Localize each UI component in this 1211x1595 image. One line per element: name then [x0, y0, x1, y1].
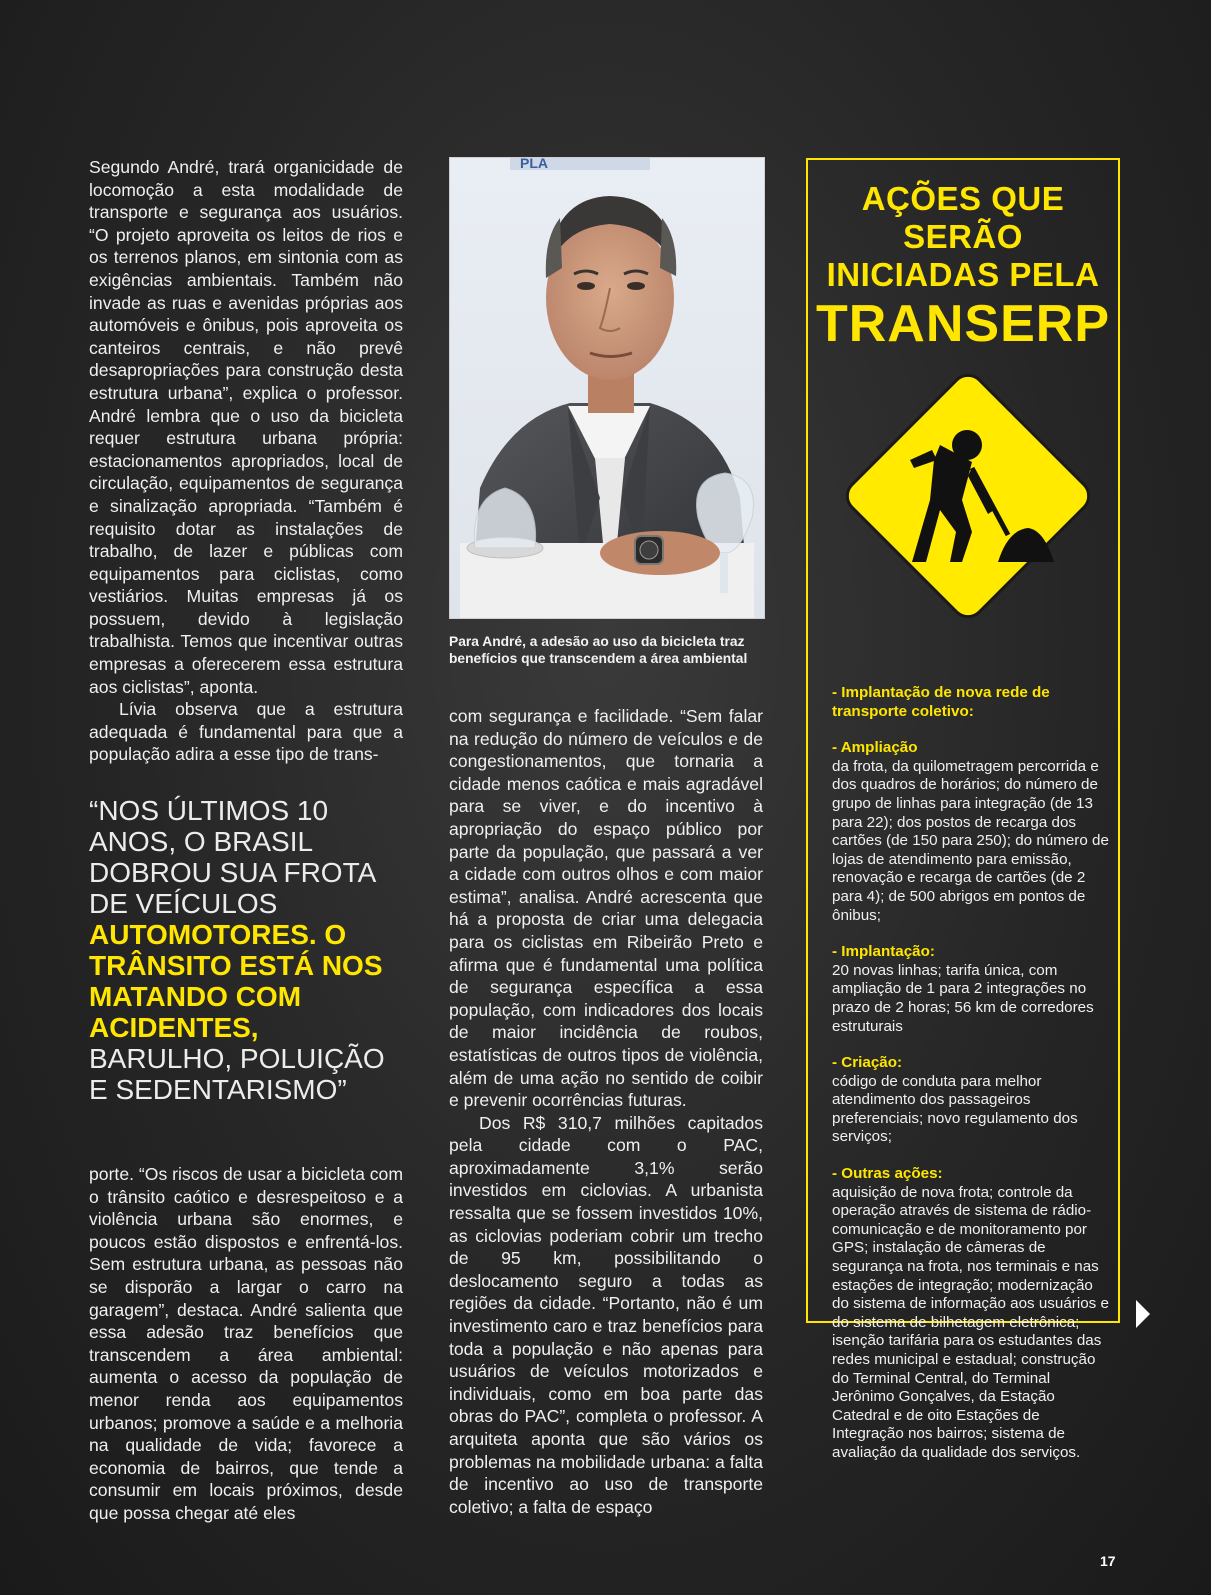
list-item [832, 684, 1112, 721]
article-paragraph: Segundo André, trará organicidade de locomoção a esta modalidade de transporte e segurança aos usuários. “O projeto aproveita os leitos de rios e os terrenos planos, em sintonia com as exigências ambientais. Também não invade as ruas e avenidas próprias aos automóveis e ônibus, pois aproveita os canteiros centrais, e não prevê desapropriações para construção desta estrutura urbana”, explica o professor. André lembra que o uso da bicicleta requer estrutura urbana própria: estacionamentos apropriados, local de circulação, equipamentos de segurança e sinalização apropriada. “Também é requisito dotar as instalações de trabalho, de lazer e públicas com equipamentos para ciclistas, como vestiários. Muitas empresas já os possuem, devido à legislação trabalhista. Temos que incentivar outras empresas a oferecerem essa estrutura aos ciclistas”, aponta. [89, 157, 403, 697]
sidebar-title-line: INICIADAS PELA [826, 256, 1100, 293]
pull-quote-text: “NOS ÚLTIMOS 10 ANOS, O BRASIL DOBROU SUA FROTA DE VEÍCULOS [89, 795, 375, 919]
list-item-heading: - Criação: [832, 1054, 903, 1072]
sidebar-box [806, 158, 1120, 1461]
list-item [832, 1165, 1112, 1463]
list-item-heading: - Ampliação [832, 739, 918, 757]
article-paragraph: Dos R$ 310,7 milhões capitados pela cidade com o PAC, aproximadamente 3,1% serão investidos em ciclovias. A urbanista ressalta que se fossem investidos 10%, as ciclovias poderiam cobrir um trecho de 95 km, possibilitando o deslocamento seguro a todas as regiões da cidade. “Portanto, não é um investimento caro e traz benefícios para toda a população e não apenas para usuários de veículos motorizados e individuais, como em boa parte das obras do PAC”, completa o professor. A arquiteta aponta que são vários os problemas na mobilidade urbana: a falta de incentivo ao uso de transporte coletivo; a falta de espaço [449, 1112, 763, 1517]
list-item-heading: - Implantação de nova rede de transporte coletivo: [832, 684, 1050, 720]
portrait-illustration [450, 158, 764, 618]
article-column-left-top [89, 156, 403, 766]
list-item-heading: - Outras ações: [832, 1165, 943, 1183]
article-column-left-bottom [89, 1163, 403, 1525]
list-item-body: da frota, da quilometragem percorrida e dos quadros de horários; do número de grupo de linhas para integração (de 13 para 22); dos postos de recarga dos cartões (de 150 para 250); do número de lojas de atendimento para emissão, renovação e recarga de cartões (de 2 para 4); de 500 abrigos em pontos de ônibus; [832, 757, 1109, 924]
sidebar-title-line: AÇÕES QUE SERÃO [861, 180, 1065, 255]
list-item [832, 739, 1112, 925]
background-sign-text: PLA [520, 158, 548, 171]
road-work-sign-icon [822, 350, 1114, 642]
list-item [832, 943, 1112, 1036]
sidebar-actions-list [832, 684, 1112, 1481]
list-item-body: 20 novas linhas; tarifa única, com ampliação de 1 para 2 integrações no prazo de 2 horas; 56 km de corredores estruturais [832, 961, 1094, 1035]
sidebar-title-main: TRANSERP [815, 295, 1111, 353]
photo-caption: Para André, a adesão ao uso da bicicleta traz benefícios que transcendem a área ambiental [449, 634, 748, 666]
pull-quote [89, 795, 399, 1105]
article-paragraph: Lívia observa que a estrutura adequada é fundamental para que a população adira a esse tipo de trans- [89, 699, 403, 765]
list-item-heading: - Implantação: [832, 943, 935, 961]
list-item-body: código de conduta para melhor atendimento dos passageiros preferenciais; novo regulamento dos serviços; [832, 1072, 1078, 1146]
article-paragraph: porte. “Os riscos de usar a bicicleta com o trânsito caótico e desrespeitoso e a violência urbana são enormes, e poucos estão dispostos e enfrentá-los. Sem estrutura urbana, as pessoas não se disporão a largar o carro na garagem”, destaca. André salienta que essa adesão traz benefícios que transcendem a área ambiental: aumenta o acesso da população de menor renda aos equipamentos urbanos; promove a saúde e a melhoria na qualidade de vida; favorece a economia de bairros, que tende a consumir em locais próximos, desde que possa chegar até eles [89, 1164, 403, 1523]
list-item [832, 1054, 1112, 1147]
next-page-arrow-icon[interactable] [1136, 1300, 1150, 1328]
page-number: 17 [1100, 1553, 1116, 1569]
sidebar-title [808, 180, 1118, 354]
list-item-body: aquisição de nova frota; controle da operação através de sistema de rádio-comunicação e de monitoramento por GPS; instalação de câmeras de segurança na frota, nos terminais e nas estações de integração; modernização do sistema de informação aos usuários e do sistema de bilhetagem eletrônica; isenção tarifária para os estudantes das redes municipal e estadual; construção do Terminal Central, do Terminal Jerônimo Gonçalves, da Estação Catedral e de oito Estações de Integração nos bairros; sistema de avaliação da qualidade dos serviços. [832, 1183, 1109, 1461]
portrait-photo [449, 157, 765, 619]
pull-quote-text: BARULHO, POLUIÇÃO E SEDENTARISMO” [89, 1043, 385, 1105]
pull-quote-highlight: AUTOMOTORES. O TRÂNSITO ESTÁ NOS MATANDO COM ACIDENTES, [89, 919, 383, 1043]
article-column-middle [449, 705, 763, 1518]
article-paragraph: com segurança e facilidade. “Sem falar na redução do número de veículos e de congestionamentos, que tornaria a cidade menos caótica e mais agradável para se viver, e do incentivo à apropriação do espaço público por parte da população, que passará a ver a cidade com outros olhos e com maior estima”, analisa. André acrescenta que há a proposta de criar uma delegacia para os ciclistas em Ribeirão Preto e afirma que é fundamental uma política de segurança específica a essa população, com indicadores dos locais de maior incidência de roubos, estatísticas de outros tipos de violência, além de uma ação no sentido de coibir e prevenir ocorrências futuras. [449, 706, 763, 1111]
